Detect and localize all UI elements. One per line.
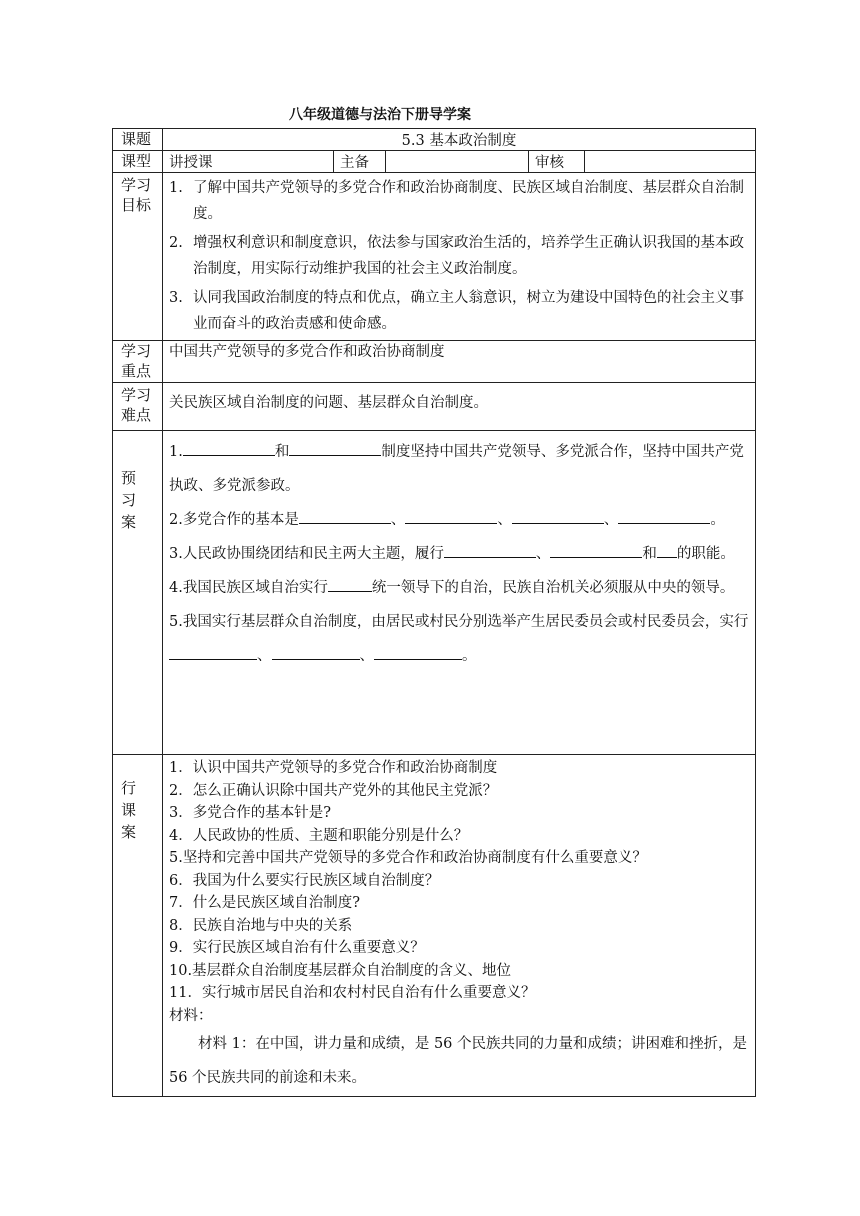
lead-preparer-value: [386, 151, 529, 173]
lesson-question: 5.坚持和完善中国共产党领导的多党合作和政治协商制度有什么重要意义？: [169, 850, 647, 866]
preview-question-5: 5.我国实行基层群众自治制度，由居民或村民分别选举产生居民委员会或村民委员会，实行、 、 。: [169, 614, 749, 664]
lesson-type-value: 讲授课: [163, 151, 334, 173]
meta-row: [113, 151, 756, 173]
material-1-text: 材料 1：在中国，讲力量和成绩，是 56 个民族共同的力量和成绩；讲困难和挫折，是 56 个民族共同的前途和未来。: [169, 1035, 748, 1086]
fill-blank[interactable]: [657, 541, 677, 558]
goals-label-line2: 目标: [121, 196, 152, 214]
fill-blank[interactable]: [328, 575, 372, 592]
lesson-content: [163, 755, 756, 1097]
lesson-question: 10.基层群众自治制度基层群众自治制度的含义、地位: [169, 962, 512, 979]
preview-label: 预 习 案: [113, 431, 163, 755]
fill-blank[interactable]: [512, 507, 604, 524]
key-points-text: 中国共产党领导的多党合作和政治协商制度: [163, 341, 756, 383]
difficulties-row: [113, 383, 756, 431]
fill-blank[interactable]: [169, 643, 257, 660]
goal-item: 1. 了解中国共产党领导的多党合作和政治协商制度、民族区域自治制度、基层群众自治制度。: [169, 180, 744, 222]
material-heading: 材料：: [169, 1007, 213, 1024]
reviewer-value: [585, 151, 756, 173]
fill-blank[interactable]: [444, 541, 536, 558]
fill-blank[interactable]: [550, 541, 642, 558]
topic-row: [113, 129, 756, 151]
goal-item: 2. 增强权利意识和制度意识，依法参与国家政治生活的，培养学生正确认识我国的基本政治制度，用实际行动维护我国的社会主义政治制度。: [169, 235, 744, 277]
fill-blank[interactable]: [272, 643, 360, 660]
goals-content: [163, 173, 756, 341]
lesson-question: 4．人民政协的性质、主题和职能分别是什么？: [169, 827, 469, 844]
goals-row: [113, 173, 756, 341]
lesson-question-list: [169, 757, 749, 1005]
lesson-question: 3．多党合作的基本针是?: [169, 805, 331, 821]
topic-label: 课题: [113, 129, 163, 151]
fill-blank[interactable]: [618, 507, 710, 524]
lesson-row: [113, 755, 756, 1097]
document-title: 八年级道德与法治下册导学案: [289, 107, 471, 123]
preview-question-1: 1. 和 制度坚持中国共产党领导、多党派合作，坚持中国共产党执政、多党派参政。: [169, 435, 749, 503]
difficulties-text: 关民族区域自治制度的问题、基层群众自治制度。: [163, 383, 756, 431]
lesson-question: 6．我国为什么要实行民族区域自治制度？: [169, 872, 440, 889]
preview-question-3: 3.人民政协围绕团结和民主两大主题，履行 、 和 的职能。: [169, 537, 749, 571]
reviewer-label: 审核: [529, 151, 585, 173]
goal-item: 3. 认同我国政治制度的特点和优点，确立主人翁意识，树立为建设中国特色的社会主义事业而奋斗的政治责感和使命感。: [169, 290, 744, 332]
fill-blank[interactable]: [405, 507, 497, 524]
key-points-row: [113, 341, 756, 383]
lesson-question: 9．实行民族区域自治有什么重要意义？: [169, 940, 425, 956]
study-guide-table: [112, 128, 756, 1097]
preview-row: [113, 431, 756, 755]
key-points-label: 学习 重点: [113, 341, 163, 383]
lesson-question: 8．民族自治地与中央的关系: [169, 917, 353, 934]
fill-blank[interactable]: [183, 439, 275, 456]
goals-label-line1: 学习: [121, 176, 152, 194]
goals-label: [113, 173, 163, 341]
lesson-question: 7．什么是民族区域自治制度?: [169, 895, 360, 911]
preview-question-2: 2.多党合作的基本是 、 、 、 。: [169, 503, 749, 537]
fill-blank[interactable]: [374, 643, 462, 660]
topic-value: 5.3 基本政治制度: [163, 129, 756, 151]
preview-question-4: 4.我国民族区域自治实行 统一领导下的自治，民族自治机关必须服从中央的领导。: [169, 571, 749, 605]
lesson-question: 11．实行城市居民自治和农村村民自治有什么重要意义？: [169, 985, 536, 1001]
preview-content: [163, 431, 756, 755]
lesson-question: 2．怎么正确认识除中国共产党外的其他民主党派？: [169, 782, 498, 799]
fill-blank[interactable]: [289, 439, 381, 456]
lesson-label: 行 课 案: [113, 755, 163, 1097]
lesson-question: 1．认识中国共产党领导的多党合作和政治协商制度: [169, 760, 498, 776]
difficulties-label: 学习 难点: [113, 383, 163, 431]
lesson-type-label: 课型: [113, 151, 163, 173]
fill-blank[interactable]: [299, 507, 391, 524]
lead-preparer-label: 主备: [334, 151, 386, 173]
